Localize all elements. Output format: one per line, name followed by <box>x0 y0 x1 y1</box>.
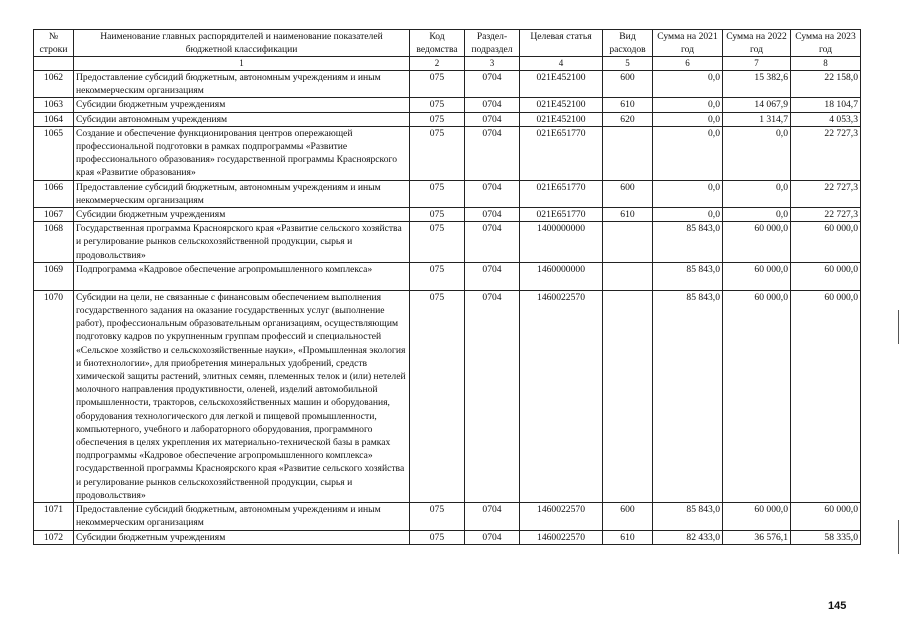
row-number: 1068 <box>34 222 74 263</box>
row-sum-2021: 85 843,0 <box>653 222 723 263</box>
row-dept: 075 <box>410 262 465 290</box>
row-target: 021E452100 <box>520 112 603 126</box>
row-target: 1460022570 <box>520 290 603 502</box>
row-sum-2023: 22 727,3 <box>791 208 861 222</box>
row-sum-2022: 60 000,0 <box>723 262 791 290</box>
row-exp-type: 620 <box>603 112 653 126</box>
header-sum-2021: Сумма на 2021 год <box>653 30 723 57</box>
col-number: 1 <box>74 57 410 71</box>
row-sum-2021: 85 843,0 <box>653 290 723 502</box>
row-dept: 075 <box>410 98 465 112</box>
col-number: 8 <box>791 57 861 71</box>
header-target: Целевая статья <box>520 30 603 57</box>
row-sum-2022: 36 576,1 <box>723 530 791 544</box>
row-dept: 075 <box>410 126 465 180</box>
row-number: 1067 <box>34 208 74 222</box>
row-section: 0704 <box>465 98 520 112</box>
row-sum-2023: 58 335,0 <box>791 530 861 544</box>
row-sum-2022: 60 000,0 <box>723 222 791 263</box>
header-sum-2023: Сумма на 2023 год <box>791 30 861 57</box>
col-number: 6 <box>653 57 723 71</box>
scan-margin-mark <box>898 310 899 344</box>
row-exp-type: 600 <box>603 180 653 207</box>
row-name: Субсидии на цели, не связанные с финансовым обеспечением выполнения государственного задания на оказание государственных услуг (выполнение работ), профессиональным образовательным организациям, осуществляющим подготовку кадров по укрупненным группам профессий и специальностей «Сельское хозяйство и сельскохозяйственные науки», «Промышленная экология и биотехнологии», для приобретения минеральных удобрений, средств химической защиты растений, элитных семян, племенных телок и (или) нетелей молочного направления продуктивности, оленей, изделий автомобильной промышленности, тракторов, сельскохозяйственных машин и оборудования, оборудования технологического для легкой и пищевой промышленности, компьютерного, учебного и лабораторного оборудования, программного обеспечения в целях укрепления их материально-технической базы в рамках подпрограммы «Кадровое обеспечение агропромышленного комплекса» государственной программы Красноярского края «Развитие сельского хозяйства и регулирование рынков сельскохозяйственной продукции, сырья и продовольствия» <box>74 290 410 502</box>
table-row <box>34 208 861 222</box>
col-number: 2 <box>410 57 465 71</box>
row-name: Предоставление субсидий бюджетным, автономным учреждениям и иным некоммерческим организациям <box>74 71 410 98</box>
row-target: 1400000000 <box>520 222 603 263</box>
row-sum-2021: 0,0 <box>653 112 723 126</box>
page-number: 145 <box>828 600 847 612</box>
row-dept: 075 <box>410 208 465 222</box>
row-name: Субсидии автономным учреждениям <box>74 112 410 126</box>
row-number: 1072 <box>34 530 74 544</box>
row-section: 0704 <box>465 126 520 180</box>
table-row <box>34 126 861 180</box>
row-sum-2021: 82 433,0 <box>653 530 723 544</box>
row-sum-2023: 22 727,3 <box>791 180 861 207</box>
row-section: 0704 <box>465 530 520 544</box>
row-sum-2023: 22 727,3 <box>791 126 861 180</box>
row-sum-2021: 0,0 <box>653 180 723 207</box>
table-row <box>34 71 861 98</box>
row-exp-type: 610 <box>603 208 653 222</box>
header-section: Раздел-подраздел <box>465 30 520 57</box>
row-sum-2021: 0,0 <box>653 98 723 112</box>
row-dept: 075 <box>410 180 465 207</box>
row-target: 021E452100 <box>520 71 603 98</box>
row-sum-2022: 0,0 <box>723 180 791 207</box>
row-sum-2023: 22 158,0 <box>791 71 861 98</box>
row-target: 021E651770 <box>520 180 603 207</box>
table-row <box>34 112 861 126</box>
row-target: 1460022570 <box>520 503 603 530</box>
col-number: 3 <box>465 57 520 71</box>
row-sum-2022: 14 067,9 <box>723 98 791 112</box>
col-number: 5 <box>603 57 653 71</box>
header-name: Наименование главных распорядителей и наименование показателей бюджетной классификации <box>74 30 410 57</box>
table-row <box>34 222 861 263</box>
scan-margin-mark <box>898 520 899 554</box>
row-exp-type: 600 <box>603 503 653 530</box>
row-sum-2022: 15 382,6 <box>723 71 791 98</box>
row-name: Создание и обеспечение функционирования центров опережающей профессиональной подготовки в рамках подпрограммы «Развитие профессионального образования» государственной программы Красноярского края «Развитие образования» <box>74 126 410 180</box>
row-section: 0704 <box>465 222 520 263</box>
row-sum-2023: 60 000,0 <box>791 222 861 263</box>
row-exp-type: 600 <box>603 71 653 98</box>
row-sum-2022: 60 000,0 <box>723 503 791 530</box>
table-header-row <box>34 30 861 57</box>
header-sum-2022: Сумма на 2022 год <box>723 30 791 57</box>
row-section: 0704 <box>465 112 520 126</box>
row-number: 1062 <box>34 71 74 98</box>
row-section: 0704 <box>465 180 520 207</box>
row-target: 1460022570 <box>520 530 603 544</box>
row-dept: 075 <box>410 503 465 530</box>
row-sum-2021: 85 843,0 <box>653 262 723 290</box>
row-exp-type <box>603 262 653 290</box>
row-exp-type <box>603 126 653 180</box>
row-sum-2023: 18 104,7 <box>791 98 861 112</box>
row-name: Подпрограмма «Кадровое обеспечение агропромышленного комплекса» <box>74 262 410 290</box>
row-dept: 075 <box>410 112 465 126</box>
row-sum-2023: 60 000,0 <box>791 290 861 502</box>
row-number: 1066 <box>34 180 74 207</box>
table-row <box>34 262 861 290</box>
col-number: 7 <box>723 57 791 71</box>
row-section: 0704 <box>465 208 520 222</box>
row-sum-2021: 0,0 <box>653 208 723 222</box>
row-exp-type <box>603 290 653 502</box>
row-number: 1064 <box>34 112 74 126</box>
row-sum-2022: 60 000,0 <box>723 290 791 502</box>
budget-table-page <box>33 29 860 545</box>
row-dept: 075 <box>410 530 465 544</box>
row-sum-2022: 0,0 <box>723 208 791 222</box>
row-name: Предоставление субсидий бюджетным, автономным учреждениям и иным некоммерческим организациям <box>74 180 410 207</box>
header-dept: Код ведомства <box>410 30 465 57</box>
table-row <box>34 503 861 530</box>
row-name: Субсидии бюджетным учреждениям <box>74 208 410 222</box>
row-target: 021E651770 <box>520 208 603 222</box>
row-sum-2022: 0,0 <box>723 126 791 180</box>
row-sum-2021: 0,0 <box>653 71 723 98</box>
row-section: 0704 <box>465 503 520 530</box>
row-sum-2023: 60 000,0 <box>791 503 861 530</box>
row-number: 1069 <box>34 262 74 290</box>
row-dept: 075 <box>410 290 465 502</box>
row-section: 0704 <box>465 290 520 502</box>
row-target: 021E452100 <box>520 98 603 112</box>
row-target: 1460000000 <box>520 262 603 290</box>
header-row-no: № строки <box>34 30 74 57</box>
table-row <box>34 98 861 112</box>
row-target: 021E651770 <box>520 126 603 180</box>
row-sum-2022: 1 314,7 <box>723 112 791 126</box>
row-sum-2023: 4 053,3 <box>791 112 861 126</box>
table-row <box>34 290 861 502</box>
row-section: 0704 <box>465 71 520 98</box>
col-number: 4 <box>520 57 603 71</box>
budget-table <box>33 29 861 545</box>
row-number: 1063 <box>34 98 74 112</box>
row-dept: 075 <box>410 222 465 263</box>
row-exp-type <box>603 222 653 263</box>
row-exp-type: 610 <box>603 530 653 544</box>
row-number: 1065 <box>34 126 74 180</box>
table-row <box>34 530 861 544</box>
col-number <box>34 57 74 71</box>
row-dept: 075 <box>410 71 465 98</box>
column-number-row <box>34 57 861 71</box>
row-sum-2021: 85 843,0 <box>653 503 723 530</box>
row-name: Субсидии бюджетным учреждениям <box>74 98 410 112</box>
row-sum-2023: 60 000,0 <box>791 262 861 290</box>
table-row <box>34 180 861 207</box>
row-name: Субсидии бюджетным учреждениям <box>74 530 410 544</box>
row-number: 1070 <box>34 290 74 502</box>
row-number: 1071 <box>34 503 74 530</box>
header-exp-type: Вид расходов <box>603 30 653 57</box>
row-sum-2021: 0,0 <box>653 126 723 180</box>
row-section: 0704 <box>465 262 520 290</box>
row-name: Предоставление субсидий бюджетным, автономным учреждениям и иным некоммерческим организациям <box>74 503 410 530</box>
row-name: Государственная программа Красноярского края «Развитие сельского хозяйства и регулирование рынков сельскохозяйственной продукции, сырья и продовольствия» <box>74 222 410 263</box>
row-exp-type: 610 <box>603 98 653 112</box>
